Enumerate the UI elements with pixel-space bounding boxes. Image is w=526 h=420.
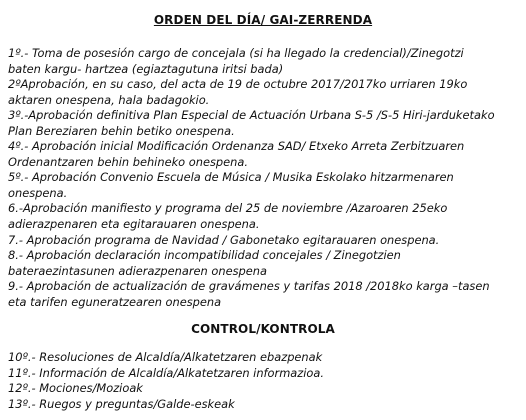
control-line: 10º.- Resoluciones de Alcaldía/Alkatetzaren ebazpenak: [8, 350, 323, 364]
agenda-line: onespena.: [8, 185, 68, 200]
agenda-line: 3º.-Aprobación definitiva Plan Especial de Actuación Urbana S-5 /S-5 Hiri-jarduketako: [8, 108, 495, 123]
agenda-line: baten kargu- hartzea (egiaztagutuna iritsi bada): [8, 61, 284, 76]
agenda-line: 4º.- Aprobación inicial Modificación Ordenanza SAD/ Etxeko Arreta Zerbitzuaren: [8, 139, 465, 154]
agenda-line: 7.- Aprobación programa de Navidad / Gabonetako egitarauaren onespena.: [8, 232, 440, 247]
agenda-line: 2ºAprobación, en su caso, del acta de 19 de octubre 2017/2017ko urriaren 19ko: [8, 77, 468, 92]
agenda-line: eta tarifen eguneratzearen onespena: [8, 294, 222, 309]
agenda-line: 5º.- Aprobación Convenio Escuela de Música / Musika Eskolako hitzarmenaren: [8, 170, 454, 185]
control-line: 12º.- Mociones/Mozioak: [8, 381, 143, 396]
agenda-line: 1º.- Toma de posesión cargo de concejala (si ha llegado la credencial)/Zinegotzi: [8, 46, 464, 60]
agenda-line: 8.- Aprobación declaración incompatibilidad concejales / Zinegotzien: [8, 248, 401, 263]
agenda-line: Ordenantzaren behin behineko onespena.: [8, 154, 248, 169]
agenda-line: 9.- Aprobación de actualización de gravámenes y tarifas 2018 /2018ko karga –tasen: [8, 279, 490, 294]
control-line: 13º.- Ruegos y preguntas/Galde-eskeak: [8, 396, 235, 411]
agenda-heading: ORDEN DEL DÍA/ GAI-ZERRENDA: [153, 13, 373, 27]
control-heading: CONTROL/KONTROLA: [191, 322, 335, 336]
agenda-list: [8, 46, 520, 310]
agenda-line: aktaren onespena, hala badagokio.: [8, 92, 210, 107]
agenda-line: Plan Bereziaren behin betiko onespena.: [8, 123, 235, 138]
agenda-line: 6.-Aprobación manifiesto y programa del 25 de noviembre /Azaroaren 25eko: [8, 201, 448, 216]
control-line: 11º.- Información de Alcaldía/Alkatetzaren informazioa.: [8, 365, 325, 380]
agenda-line: bateraezintasunen adierazpenaren onespena: [8, 263, 267, 278]
control-list: [8, 350, 520, 412]
agenda-line: adierazpenaren eta egitarauaren onespena.: [8, 217, 260, 232]
